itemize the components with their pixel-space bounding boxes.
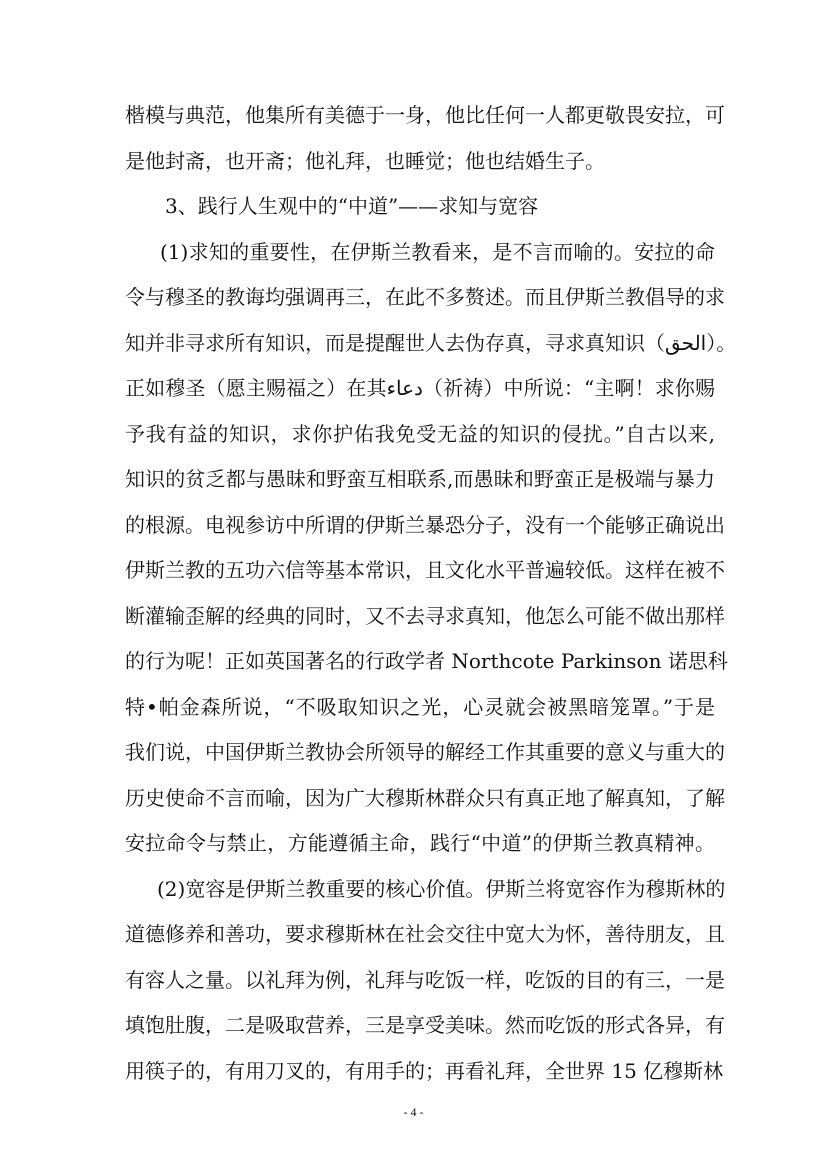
text-line: 用筷子的，有用刀叉的，有用手的；再看礼拜，全世界 15 亿穆斯林 [125, 1058, 724, 1083]
text-line: 知识的贫乏都与愚昧和野蛮互相联系,而愚昧和野蛮正是极端与暴力 [125, 467, 715, 491]
text-line: 予我有益的知识，求你护佑我免受无益的知识的侵扰。”自古以来, [125, 421, 715, 446]
paragraph-first-line: (1)求知的重要性，在伊斯兰教看来，是不言而喻的。安拉的命 [160, 239, 715, 264]
text-line: 特•帕金森所说，“不吸取知识之光，心灵就会被黑暗笼罩。”于是 [125, 694, 715, 719]
text-line: 道德修养和善功，要求穆斯林在社会交往中宽大为怀，善待朋友，且 [125, 922, 725, 946]
page-number: - 4 - [403, 1105, 424, 1119]
text-line: 的行为呢！正如英国著名的行政学者 Northcote Parkinson 诺思科 [125, 649, 728, 673]
text-line: 的根源。电视参访中所谓的伊斯兰暴恐分子，没有一个能够正确说出 [125, 512, 725, 537]
text-line: 知并非寻求所有知识，而是提醒世人去伪存真，寻求真知识（الحق）。 [125, 330, 737, 355]
text-line: 伊斯兰教的五功六信等基本常识，且文化水平普遍较低。这样在被不 [125, 558, 725, 582]
text-line: 填饱肚腹，二是吸取营养，三是享受美味。然而吃饭的形式各异，有 [125, 1013, 725, 1037]
text-line: 令与穆圣的教诲均强调再三，在此不多赘述。而且伊斯兰教倡导的求 [125, 285, 725, 309]
text-line: 历史使命不言而喻，因为广大穆斯林群众只有真正地了解真知，了解 [125, 785, 725, 810]
section-heading: 3、践行人生观中的“中道”——求知与宽容 [165, 194, 539, 218]
paragraph-first-line: (2)宽容是伊斯兰教重要的核心价值。伊斯兰将宽容作为穆斯林的 [157, 876, 726, 901]
text-line: 我们说，中国伊斯兰教协会所领导的解经工作其重要的意义与重大的 [125, 740, 725, 764]
text-line: 有容人之量。以礼拜为例，礼拜与吃饭一样，吃饭的目的有三，一是 [125, 967, 725, 992]
text-line: 正如穆圣（愿主赐福之）在其دعاء（祈祷）中所说：“主啊！求你赐 [125, 376, 715, 400]
text-line: 断灌输歪解的经典的同时，又不去寻求真知，他怎么可能不做出那样 [125, 603, 725, 628]
text-line: 安拉命令与禁止，方能遵循主命，践行“中道”的伊斯兰教真精神。 [125, 831, 715, 855]
text-line: 是他封斋，也开斋；他礼拜，也睡觉；他也结婚生子。 [125, 148, 605, 173]
text-line: 楷模与典范，他集所有美德于一身，他比任何一人都更敬畏安拉，可 [125, 103, 725, 127]
